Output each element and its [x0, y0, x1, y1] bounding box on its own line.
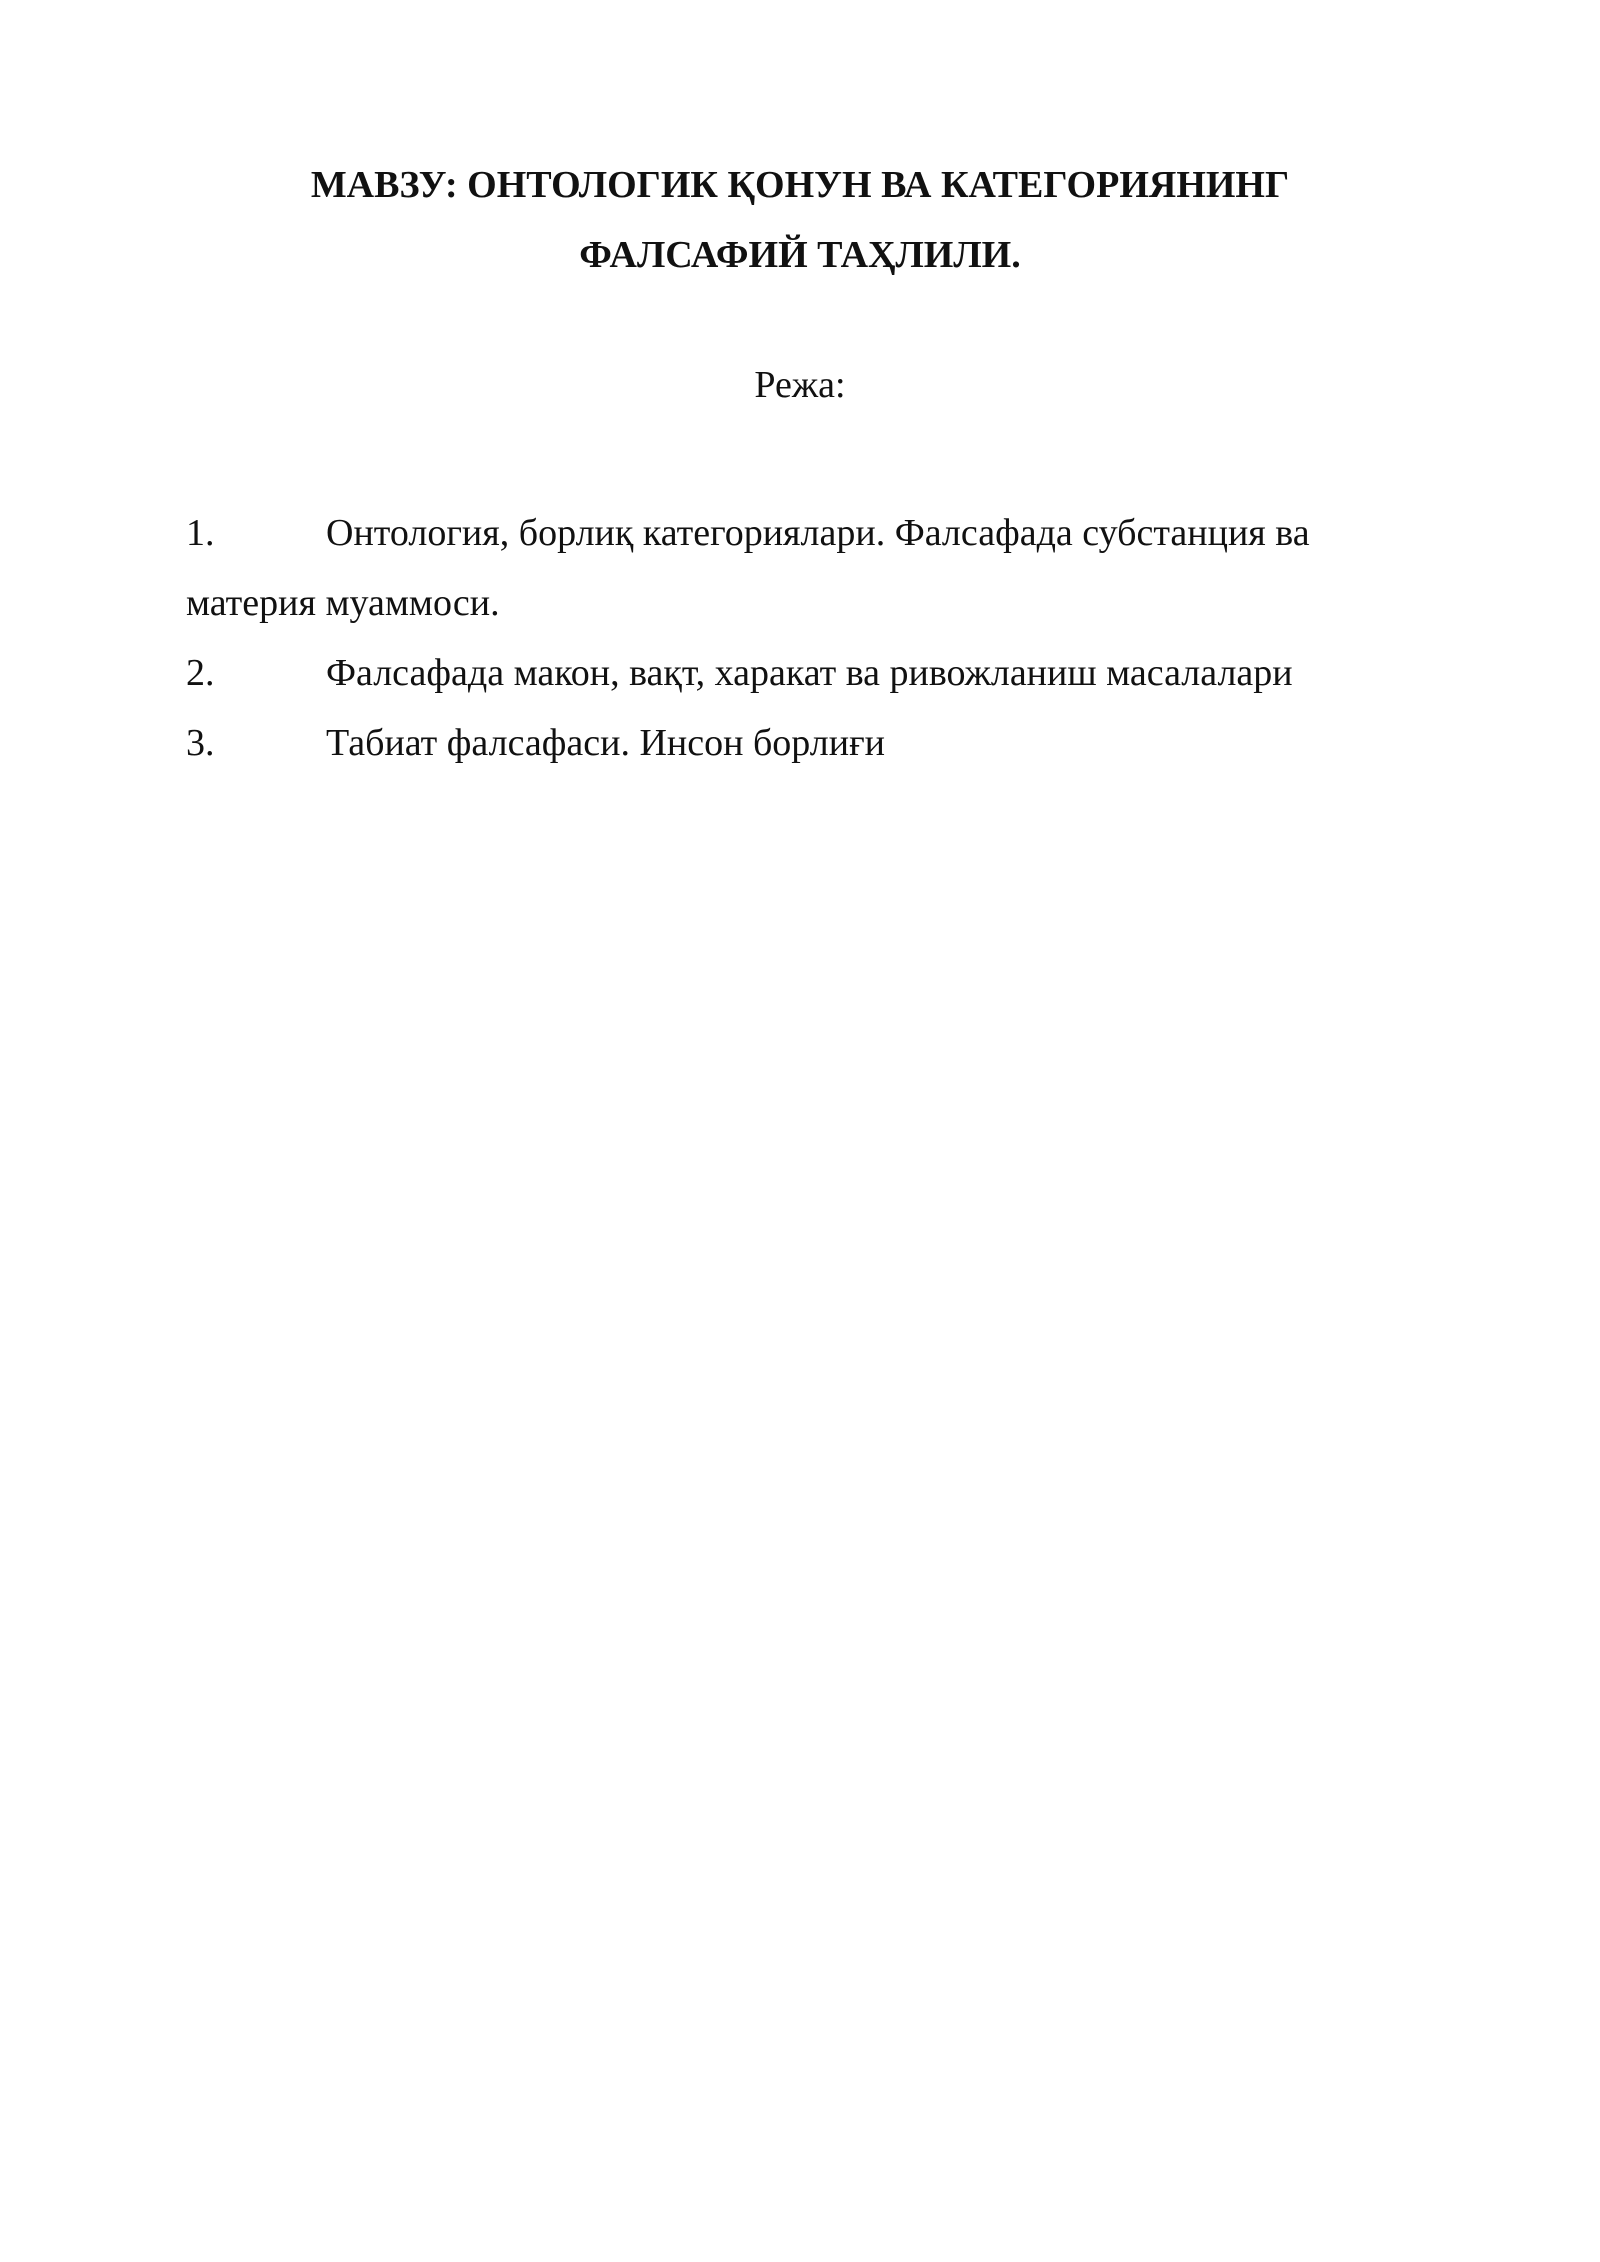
title-line-2: ФАЛСАФИЙ ТАҲЛИЛИ.: [579, 234, 1021, 276]
plan-item-text: Фалсафада макон, вақт, харакат ва ривожланиш масалалари: [326, 652, 1293, 694]
plan-item-2: [186, 638, 1426, 708]
plan-heading: Режа:: [754, 364, 846, 406]
plan-item-number: 1.: [186, 512, 215, 554]
plan-item-1: [186, 498, 1426, 638]
plan-item-3: [186, 708, 1426, 778]
document-title: [0, 150, 1600, 290]
plan-item-number: 3.: [186, 722, 215, 764]
plan-item-number: 2.: [186, 652, 215, 694]
plan-item-text: Онтология, борлиқ категориялари. Фалсафада субстанция ва материя муаммоси.: [186, 512, 1310, 624]
plan-item-text: Табиат фалсафаси. Инсон борлиғи: [326, 722, 885, 764]
title-line-1: МАВЗУ: ОНТОЛОГИК ҚОНУН ВА КАТЕГОРИЯНИНГ: [310, 164, 1290, 206]
plan-list: [186, 498, 1426, 778]
